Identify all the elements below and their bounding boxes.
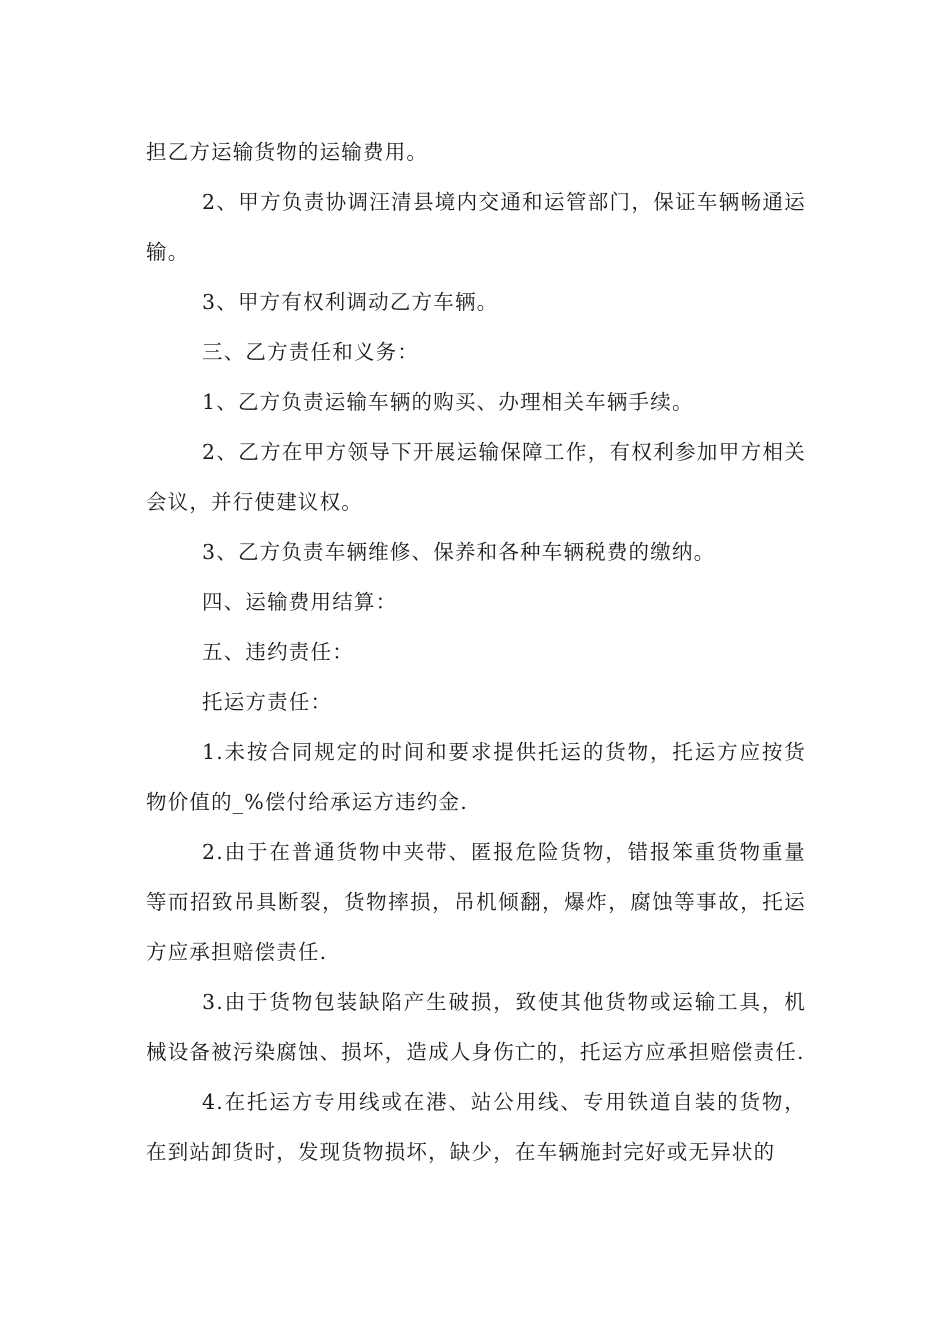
paragraph-6: 3、乙方负责车辆维修、保养和各种车辆税费的缴纳。 (202, 540, 716, 564)
paragraph-10: 1.未按合同规定的时间和要求提供托运的货物，托运方应按货物价值的_%偿付给承运方违约金. (146, 740, 806, 814)
paragraph-5: 2、乙方在甲方领导下开展运输保障工作，有权利参加甲方相关会议，并行使建议权。 (146, 440, 806, 514)
paragraph-3: 三、乙方责任和义务： (202, 340, 419, 364)
paragraph-9: 托运方责任： (202, 690, 333, 714)
paragraph-12: 3.由于货物包装缺陷产生破损，致使其他货物或运输工具，机械设备被污染腐蚀、损坏，造成人身伤亡的，托运方应承担赔偿责任. (146, 990, 806, 1064)
paragraph-11: 2.由于在普通货物中夹带、匿报危险货物，错报笨重货物重量等而招致吊具断裂，货物摔损，吊机倾翻，爆炸，腐蚀等事故，托运方应承担赔偿责任. (146, 840, 806, 964)
document-body (146, 127, 806, 1177)
paragraph-2: 3、甲方有权利调动乙方车辆。 (202, 290, 499, 314)
paragraph-1: 2、甲方负责协调汪清县境内交通和运管部门，保证车辆畅通运输。 (146, 190, 806, 264)
paragraph-0: 担乙方运输货物的运输费用。 (146, 140, 429, 164)
paragraph-13: 4.在托运方专用线或在港、站公用线、专用铁道自装的货物，在到站卸货时，发现货物损坏，缺少，在车辆施封完好或无异状的 (146, 1090, 806, 1164)
paragraph-4: 1、乙方负责运输车辆的购买、办理相关车辆手续。 (202, 390, 694, 414)
paragraph-8: 五、违约责任： (202, 640, 354, 664)
paragraph-7: 四、运输费用结算： (202, 590, 398, 614)
